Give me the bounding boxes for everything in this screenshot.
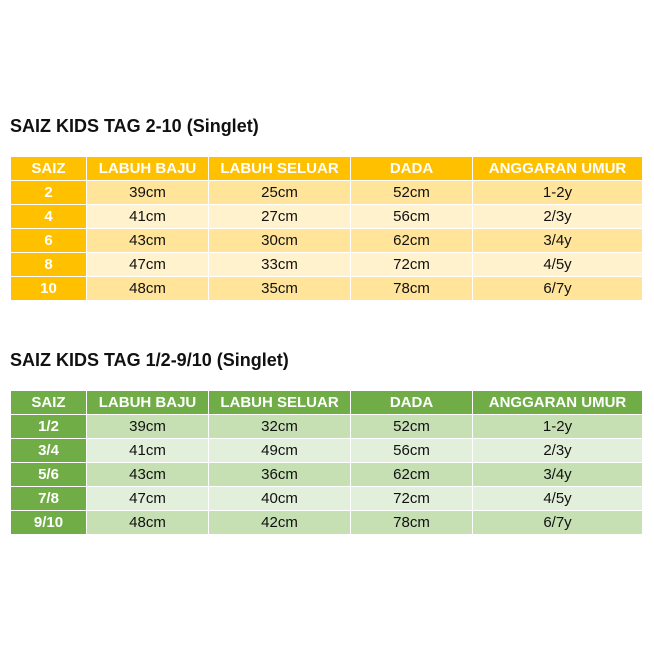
cell-anggaran-umur: 1-2y (473, 415, 643, 439)
cell-labuh-seluar: 49cm (209, 439, 351, 463)
cell-saiz: 4 (11, 205, 87, 229)
cell-labuh-seluar: 27cm (209, 205, 351, 229)
cell-anggaran-umur: 1-2y (473, 181, 643, 205)
size-chart-section-2 (10, 346, 642, 535)
table-title-1: SAIZ KIDS TAG 2-10 (Singlet) (10, 116, 259, 136)
cell-saiz: 5/6 (11, 463, 87, 487)
cell-labuh-baju: 43cm (87, 463, 209, 487)
cell-saiz: 2 (11, 181, 87, 205)
table-header-row (11, 157, 643, 181)
cell-saiz: 3/4 (11, 439, 87, 463)
size-table-1 (10, 156, 643, 301)
cell-labuh-seluar: 40cm (209, 487, 351, 511)
cell-dada: 56cm (351, 439, 473, 463)
cell-labuh-baju: 41cm (87, 439, 209, 463)
cell-dada: 56cm (351, 205, 473, 229)
cell-anggaran-umur: 4/5y (473, 487, 643, 511)
header-anggaran-umur: ANGGARAN UMUR (473, 157, 643, 181)
size-table-2 (10, 390, 643, 535)
cell-dada: 72cm (351, 487, 473, 511)
cell-anggaran-umur: 3/4y (473, 229, 643, 253)
cell-anggaran-umur: 2/3y (473, 439, 643, 463)
cell-labuh-baju: 48cm (87, 277, 209, 301)
cell-saiz: 7/8 (11, 487, 87, 511)
cell-labuh-baju: 41cm (87, 205, 209, 229)
cell-anggaran-umur: 2/3y (473, 205, 643, 229)
header-labuh-seluar: LABUH SELUAR (209, 391, 351, 415)
cell-labuh-baju: 47cm (87, 487, 209, 511)
table-row (11, 181, 643, 205)
cell-labuh-seluar: 30cm (209, 229, 351, 253)
table-row (11, 205, 643, 229)
cell-dada: 72cm (351, 253, 473, 277)
table-row (11, 277, 643, 301)
cell-labuh-seluar: 42cm (209, 511, 351, 535)
header-dada: DADA (351, 391, 473, 415)
table-header-row (11, 391, 643, 415)
cell-labuh-seluar: 36cm (209, 463, 351, 487)
table-row (11, 439, 643, 463)
cell-labuh-seluar: 33cm (209, 253, 351, 277)
cell-anggaran-umur: 6/7y (473, 511, 643, 535)
cell-anggaran-umur: 4/5y (473, 253, 643, 277)
table-row (11, 229, 643, 253)
table-row (11, 463, 643, 487)
cell-labuh-baju: 48cm (87, 511, 209, 535)
cell-saiz: 6 (11, 229, 87, 253)
table-row (11, 511, 643, 535)
cell-saiz: 8 (11, 253, 87, 277)
cell-anggaran-umur: 6/7y (473, 277, 643, 301)
cell-dada: 52cm (351, 181, 473, 205)
cell-saiz: 9/10 (11, 511, 87, 535)
table-row (11, 487, 643, 511)
cell-dada: 62cm (351, 229, 473, 253)
header-saiz: SAIZ (11, 391, 87, 415)
cell-dada: 62cm (351, 463, 473, 487)
header-labuh-baju: LABUH BAJU (87, 391, 209, 415)
header-anggaran-umur: ANGGARAN UMUR (473, 391, 643, 415)
cell-saiz: 1/2 (11, 415, 87, 439)
cell-dada: 78cm (351, 511, 473, 535)
cell-dada: 52cm (351, 415, 473, 439)
cell-labuh-seluar: 35cm (209, 277, 351, 301)
cell-dada: 78cm (351, 277, 473, 301)
table-row (11, 253, 643, 277)
cell-labuh-seluar: 25cm (209, 181, 351, 205)
cell-labuh-seluar: 32cm (209, 415, 351, 439)
header-labuh-baju: LABUH BAJU (87, 157, 209, 181)
cell-labuh-baju: 39cm (87, 415, 209, 439)
cell-saiz: 10 (11, 277, 87, 301)
size-chart-section-1 (10, 112, 642, 301)
cell-labuh-baju: 39cm (87, 181, 209, 205)
header-saiz: SAIZ (11, 157, 87, 181)
table-row (11, 415, 643, 439)
cell-labuh-baju: 43cm (87, 229, 209, 253)
cell-anggaran-umur: 3/4y (473, 463, 643, 487)
table-title-2: SAIZ KIDS TAG 1/2-9/10 (Singlet) (10, 350, 289, 370)
header-dada: DADA (351, 157, 473, 181)
header-labuh-seluar: LABUH SELUAR (209, 157, 351, 181)
cell-labuh-baju: 47cm (87, 253, 209, 277)
